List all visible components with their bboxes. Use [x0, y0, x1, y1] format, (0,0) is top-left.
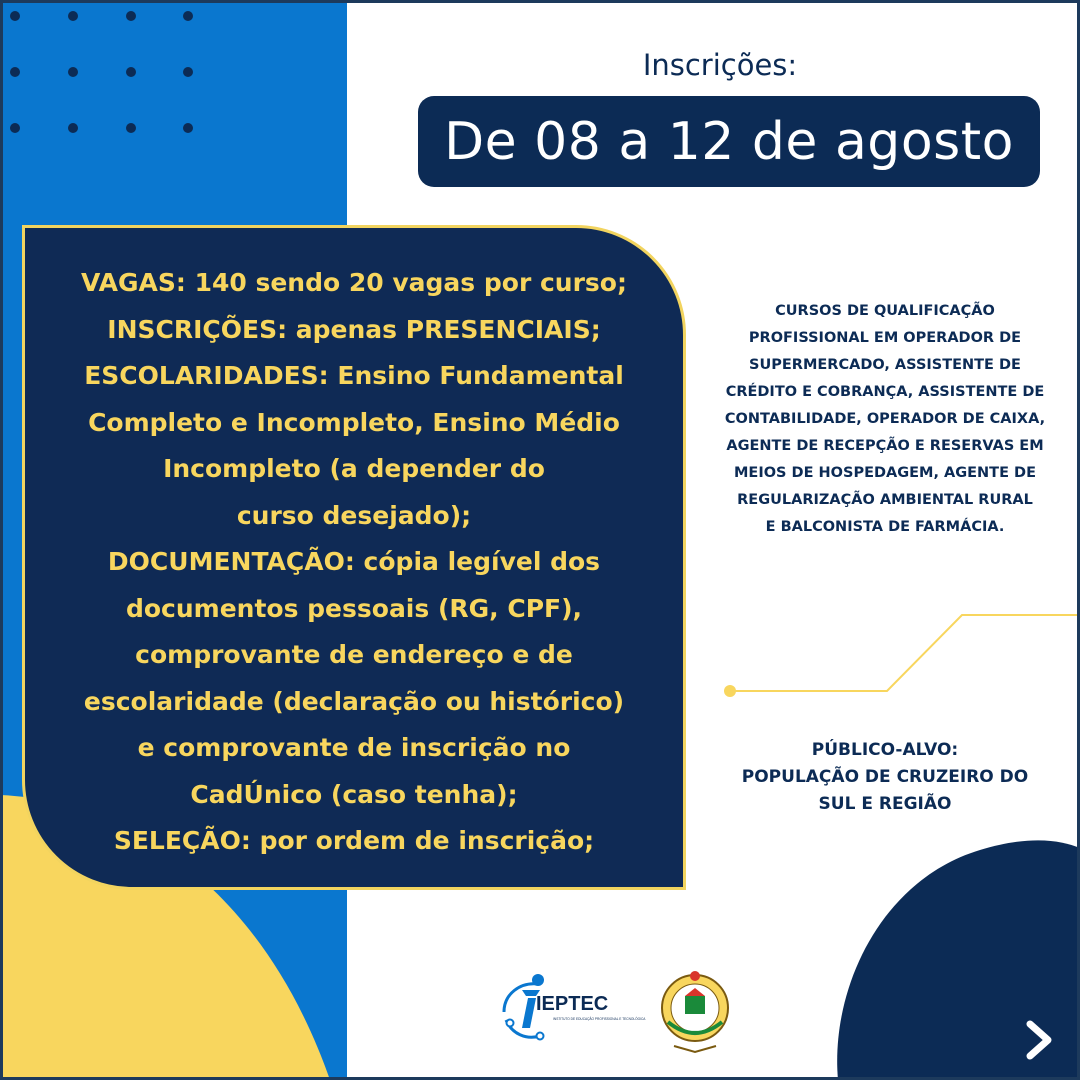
courses-line: REGULARIZAÇÃO AMBIENTAL RURAL: [737, 492, 1033, 508]
ieptec-logo: [496, 968, 646, 1048]
audience-line: POPULAÇÃO DE CRUZEIRO DO: [741, 767, 1029, 787]
audience-line: SUL E REGIÃO: [818, 794, 952, 814]
courses-line: SUPERMERCADO, ASSISTENTE DE: [749, 357, 1021, 373]
courses-line: AGENTE DE RECEPÇÃO E RESERVAS EM: [726, 438, 1044, 454]
info-card: [22, 225, 686, 890]
courses-line: MEIOS DE HOSPEDAGEM, AGENTE DE: [734, 465, 1036, 481]
state-seal-logo: [652, 962, 738, 1058]
info-line: INSCRIÇÕES: apenas PRESENCIAIS;: [107, 314, 601, 344]
info-line: Incompleto (a depender do: [163, 454, 545, 483]
info-line: comprovante de endereço e de: [135, 640, 573, 669]
info-line: CadÚnico (caso tenha);: [190, 779, 518, 809]
info-line: curso desejado);: [236, 500, 472, 530]
info-line: VAGAS: 140 sendo 20 vagas por curso;: [81, 268, 627, 297]
courses-line: CONTABILIDADE, OPERADOR DE CAIXA,: [724, 411, 1046, 427]
info-line: DOCUMENTAÇÃO: cópia legível dos: [107, 547, 601, 576]
courses-line: PROFISSIONAL EM OPERADOR DE: [748, 330, 1022, 346]
registration-label: Inscrições:: [642, 48, 798, 82]
date-text: De 08 a 12 de agosto: [444, 111, 1014, 172]
next-button[interactable]: [1010, 1010, 1070, 1070]
chevron-right-icon: [1030, 1024, 1048, 1056]
courses-line: E BALCONISTA DE FARMÁCIA.: [765, 519, 1005, 535]
info-line: documentos pessoais (RG, CPF),: [125, 593, 583, 623]
info-line: ESCOLARIDADES: Ensino Fundamental: [84, 361, 624, 390]
info-line: e comprovante de inscrição no: [137, 733, 571, 762]
info-line: Completo e Incompleto, Ensino Médio: [88, 407, 620, 437]
ieptec-logo-subtitle: INSTITUTO DE EDUCAÇÃO PROFISSIONAL E TECNOLÓGICA: [553, 1017, 646, 1021]
courses-line: CRÉDITO E COBRANÇA, ASSISTENTE DE: [725, 384, 1045, 400]
info-line: escolaridade (declaração ou histórico): [83, 686, 625, 716]
audience-line: PÚBLICO-ALVO:: [811, 740, 959, 760]
ieptec-logo-name: IEPTEC: [536, 993, 609, 1015]
info-line: SELEÇÃO: por ordem de inscrição;: [113, 826, 595, 855]
courses-line: CURSOS DE QUALIFICAÇÃO: [775, 303, 995, 319]
target-audience: [715, 737, 1055, 818]
